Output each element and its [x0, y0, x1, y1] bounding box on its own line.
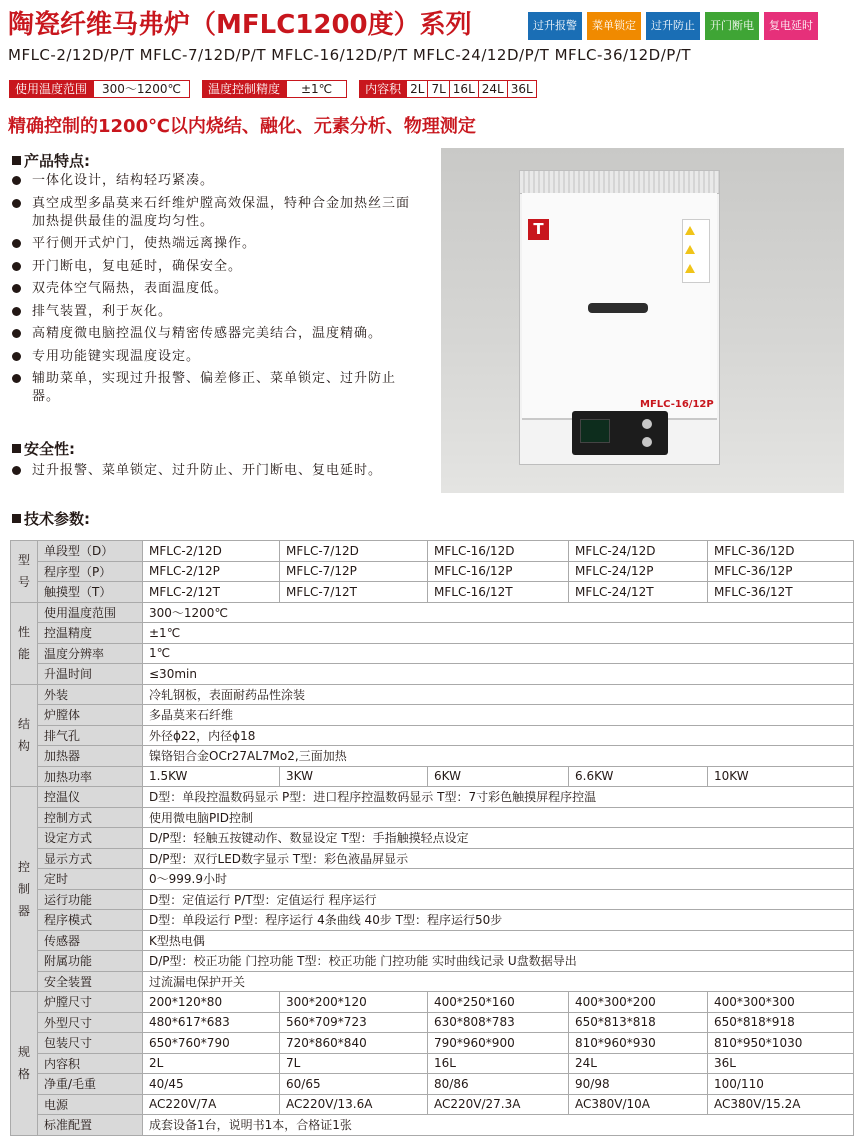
param-name: 净重/毛重	[38, 1074, 143, 1095]
param-name: 显示方式	[38, 848, 143, 869]
param-value: D型：单段运行 P型：程序运行 4条曲线 40步 T型：程序运行50步	[143, 910, 854, 931]
param-value: MFLC-36/12T	[708, 582, 854, 603]
temp-range-value: 300～1200℃	[93, 80, 190, 98]
param-value: AC220V/7A	[143, 1094, 280, 1115]
feature-item: 高精度微电脑控温仪与精密传感器完美结合，温度精确。	[10, 325, 420, 343]
param-name: 标准配置	[38, 1115, 143, 1136]
param-name: 排气孔	[38, 725, 143, 746]
square-bullet-icon	[12, 444, 21, 453]
capacity-option: 36L	[508, 80, 537, 98]
spec-row	[11, 869, 854, 890]
param-value: 1.5KW	[143, 766, 280, 787]
square-bullet-icon	[12, 514, 21, 523]
param-value: AC220V/13.6A	[280, 1094, 428, 1115]
param-value: 60/65	[280, 1074, 428, 1095]
param-value: MFLC-24/12D	[569, 541, 708, 562]
param-name: 定时	[38, 869, 143, 890]
param-value: 1℃	[143, 643, 854, 664]
param-value: 630*808*783	[428, 1012, 569, 1033]
group-label: 控 制 器	[11, 787, 38, 992]
param-value: 过流漏电保护开关	[143, 971, 854, 992]
param-name: 加热功率	[38, 766, 143, 787]
param-value: 3KW	[280, 766, 428, 787]
feature-item: 双壳体空气隔热，表面温度低。	[10, 280, 420, 298]
spec-row	[11, 971, 854, 992]
badge-1: 菜单锁定	[587, 12, 641, 40]
param-name: 炉膛尺寸	[38, 992, 143, 1013]
spec-row	[11, 889, 854, 910]
feature-item: 辅助菜单，实现过升报警、偏差修正、菜单锁定、过升防止器。	[10, 370, 420, 406]
badge-3: 开门断电	[705, 12, 759, 40]
param-name: 升温时间	[38, 664, 143, 685]
param-value: 40/45	[143, 1074, 280, 1095]
param-value: D/P型：轻触五按键动作、数显设定 T型：手指触摸轻点设定	[143, 828, 854, 849]
safety-item: 过升报警、菜单锁定、过升防止、开门断电、复电延时。	[10, 462, 420, 480]
spec-row	[11, 910, 854, 931]
spec-row	[11, 992, 854, 1013]
group-label: 结 构	[11, 684, 38, 787]
param-value: D/P型：双行LED数字显示 T型：彩色液晶屏显示	[143, 848, 854, 869]
param-value: 650*813*818	[569, 1012, 708, 1033]
param-value: 300*200*120	[280, 992, 428, 1013]
badge-0: 过升报警	[528, 12, 582, 40]
param-value: 810*950*1030	[708, 1033, 854, 1054]
spec-row	[11, 951, 854, 972]
param-value: MFLC-24/12T	[569, 582, 708, 603]
param-name: 程序型（P）	[38, 561, 143, 582]
param-value: 200*120*80	[143, 992, 280, 1013]
param-name: 控温仪	[38, 787, 143, 808]
param-value: ±1℃	[143, 623, 854, 644]
precision-value: ±1℃	[286, 80, 347, 98]
capacity-option: 24L	[479, 80, 508, 98]
param-name: 电源	[38, 1094, 143, 1115]
feature-badges	[528, 12, 818, 40]
param-value: 外径ϕ22，内径ϕ18	[143, 725, 854, 746]
spec-row	[11, 561, 854, 582]
param-value: MFLC-36/12D	[708, 541, 854, 562]
param-value: 810*960*930	[569, 1033, 708, 1054]
param-value: 0～999.9小时	[143, 869, 854, 890]
param-name: 控温精度	[38, 623, 143, 644]
spec-row	[11, 602, 854, 623]
param-value: 2L	[143, 1053, 280, 1074]
param-value: 冷轧钢板，表面耐药品性涂装	[143, 684, 854, 705]
furnace-model-label: MFLC-16/12P	[640, 399, 714, 410]
param-value: MFLC-7/12D	[280, 541, 428, 562]
param-value: 成套设备1台，说明书1本，合格证1张	[143, 1115, 854, 1136]
features-heading: 产品特点:	[12, 150, 90, 171]
param-value: 400*300*200	[569, 992, 708, 1013]
spec-row	[11, 664, 854, 685]
param-name: 运行功能	[38, 889, 143, 910]
tech-spec-table	[10, 540, 854, 1136]
capacity-option: 7L	[428, 80, 449, 98]
param-value: 36L	[708, 1053, 854, 1074]
feature-item: 平行侧开式炉门，使热端远离操作。	[10, 235, 420, 253]
param-value: AC220V/27.3A	[428, 1094, 569, 1115]
spec-row	[11, 1094, 854, 1115]
spec-bar	[9, 80, 537, 98]
param-name: 安全装置	[38, 971, 143, 992]
param-value: D型：定值运行 P/T型：定值运行 程序运行	[143, 889, 854, 910]
param-name: 温度分辨率	[38, 643, 143, 664]
spec-row	[11, 1074, 854, 1095]
spec-row	[11, 828, 854, 849]
param-value: 镍铬铝合金OCr27AL7Mo2,三面加热	[143, 746, 854, 767]
spec-row	[11, 766, 854, 787]
capacity-label: 内容积	[359, 80, 407, 98]
param-value: D/P型：校正功能 门控功能 T型：校正功能 门控功能 实时曲线记录 U盘数据导出	[143, 951, 854, 972]
group-label: 规 格	[11, 992, 38, 1136]
spec-row	[11, 705, 854, 726]
spec-row	[11, 1053, 854, 1074]
spec-row	[11, 582, 854, 603]
param-value: MFLC-36/12P	[708, 561, 854, 582]
param-value: K型热电偶	[143, 930, 854, 951]
param-value: 使用微电脑PID控制	[143, 807, 854, 828]
param-value: 6KW	[428, 766, 569, 787]
param-value: 650*818*918	[708, 1012, 854, 1033]
badge-4: 复电延时	[764, 12, 818, 40]
param-value: 480*617*683	[143, 1012, 280, 1033]
param-value: 16L	[428, 1053, 569, 1074]
safety-heading: 安全性:	[12, 438, 75, 459]
param-value: MFLC-24/12P	[569, 561, 708, 582]
group-label: 性 能	[11, 602, 38, 684]
group-label: 型 号	[11, 541, 38, 603]
furnace-door	[522, 193, 717, 420]
param-value: MFLC-2/12P	[143, 561, 280, 582]
param-name: 使用温度范围	[38, 602, 143, 623]
param-name: 炉膛体	[38, 705, 143, 726]
param-name: 传感器	[38, 930, 143, 951]
param-value: AC380V/15.2A	[708, 1094, 854, 1115]
param-value: 6.6KW	[569, 766, 708, 787]
capacity-option: 16L	[450, 80, 479, 98]
param-value: 100/110	[708, 1074, 854, 1095]
capacity-option: 2L	[407, 80, 428, 98]
spec-row	[11, 725, 854, 746]
param-name: 外型尺寸	[38, 1012, 143, 1033]
param-value: AC380V/10A	[569, 1094, 708, 1115]
param-name: 程序模式	[38, 910, 143, 931]
spec-row	[11, 684, 854, 705]
badge-2: 过升防止	[646, 12, 700, 40]
param-name: 设定方式	[38, 828, 143, 849]
tech-heading: 技术参数:	[12, 508, 90, 529]
feature-item: 专用功能键实现温度设定。	[10, 348, 420, 366]
model-list: MFLC-2/12D/P/T MFLC-7/12D/P/T MFLC-16/12D/P/T MFLC-24/12D/P/T MFLC-36/12D/P/T	[8, 46, 692, 64]
spec-row	[11, 807, 854, 828]
furnace-vent-top	[520, 171, 719, 194]
precision-label: 温度控制精度	[202, 80, 286, 98]
param-value: 90/98	[569, 1074, 708, 1095]
param-name: 附属功能	[38, 951, 143, 972]
spec-row	[11, 848, 854, 869]
knob-icon	[642, 437, 652, 447]
warning-labels	[682, 219, 710, 283]
param-value: ≤30min	[143, 664, 854, 685]
param-value: MFLC-7/12T	[280, 582, 428, 603]
warning-icon	[685, 245, 695, 254]
control-panel	[572, 411, 668, 455]
param-value: 10KW	[708, 766, 854, 787]
feature-item: 真空成型多晶莫来石纤维炉膛高效保温，特种合金加热丝三面加热提供最佳的温度均匀性。	[10, 195, 420, 231]
feature-item: 一体化设计，结构轻巧紧凑。	[10, 172, 420, 190]
param-value: 790*960*900	[428, 1033, 569, 1054]
param-value: D型：单段控温数码显示 P型：进口程序控温数码显示 T型：7寸彩色触摸屏程序控温	[143, 787, 854, 808]
headline: 精确控制的1200℃以内烧结、融化、元素分析、物理测定	[8, 116, 476, 137]
spec-row	[11, 746, 854, 767]
param-value: 650*760*790	[143, 1033, 280, 1054]
spec-row	[11, 643, 854, 664]
spec-row	[11, 1115, 854, 1136]
warning-icon	[685, 226, 695, 235]
temperature-display	[580, 419, 610, 443]
param-value: MFLC-16/12D	[428, 541, 569, 562]
param-value: 300～1200℃	[143, 602, 854, 623]
brand-logo: T	[528, 219, 549, 240]
param-value: 720*860*840	[280, 1033, 428, 1054]
param-value: 24L	[569, 1053, 708, 1074]
furnace-image	[519, 170, 720, 465]
param-value: 400*250*160	[428, 992, 569, 1013]
param-name: 包装尺寸	[38, 1033, 143, 1054]
param-value: 7L	[280, 1053, 428, 1074]
param-value: 400*300*300	[708, 992, 854, 1013]
spec-row	[11, 930, 854, 951]
door-handle	[588, 303, 648, 313]
param-value: 80/86	[428, 1074, 569, 1095]
safety-list	[10, 462, 420, 485]
param-name: 外装	[38, 684, 143, 705]
param-value: 560*709*723	[280, 1012, 428, 1033]
feature-item: 开门断电，复电延时，确保安全。	[10, 258, 420, 276]
param-value: MFLC-2/12D	[143, 541, 280, 562]
warning-icon	[685, 264, 695, 273]
spec-row	[11, 541, 854, 562]
spec-row	[11, 787, 854, 808]
param-name: 单段型（D）	[38, 541, 143, 562]
knob-icon	[642, 419, 652, 429]
param-name: 加热器	[38, 746, 143, 767]
features-list	[10, 172, 420, 411]
spec-row	[11, 623, 854, 644]
temp-range-label: 使用温度范围	[9, 80, 93, 98]
param-name: 控制方式	[38, 807, 143, 828]
square-bullet-icon	[12, 156, 21, 165]
param-value: MFLC-2/12T	[143, 582, 280, 603]
param-name: 内容积	[38, 1053, 143, 1074]
param-value: MFLC-16/12T	[428, 582, 569, 603]
param-value: MFLC-16/12P	[428, 561, 569, 582]
feature-item: 排气装置，利于灰化。	[10, 303, 420, 321]
param-value: MFLC-7/12P	[280, 561, 428, 582]
param-name: 触摸型（T）	[38, 582, 143, 603]
param-value: 多晶莫来石纤维	[143, 705, 854, 726]
page-title: 陶瓷纤维马弗炉（MFLC1200度）系列	[8, 10, 472, 40]
spec-row	[11, 1033, 854, 1054]
spec-row	[11, 1012, 854, 1033]
